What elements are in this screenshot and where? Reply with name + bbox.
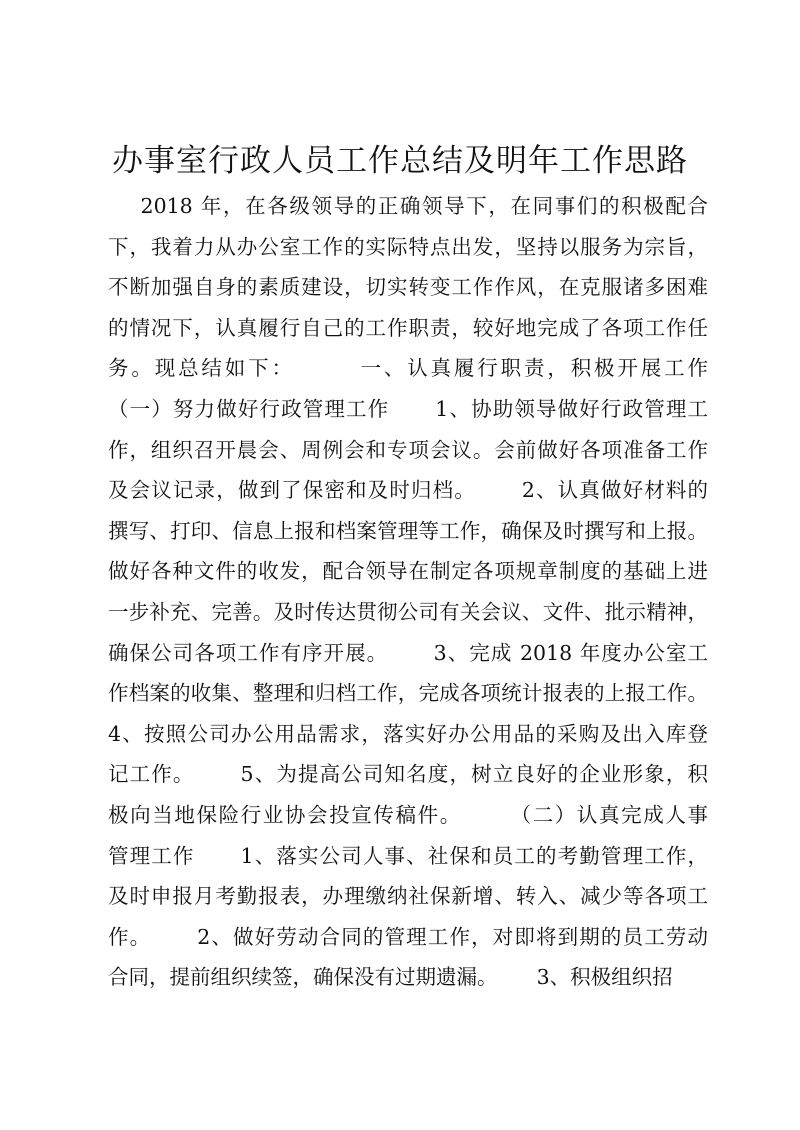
body-line: 一步补充、完善。及时传达贯彻公司有关会议、文件、批示精神， xyxy=(108,599,708,624)
body-line: 记工作。 5、为提高公司知名度，树立良好的企业形象，积 xyxy=(108,762,708,787)
document-body xyxy=(108,186,708,998)
body-line: 及会议记录，做到了保密和及时归档。 2、认真做好材料的 xyxy=(108,478,708,503)
body-line: 撰写、打印、信息上报和档案管理等工作，确保及时撰写和上报。 xyxy=(108,518,708,543)
body-line: 作档案的收集、整理和归档工作，完成各项统计报表的上报工作。 xyxy=(108,681,708,706)
body-line: 作，组织召开晨会、周例会和专项会议。会前做好各项准备工作 xyxy=(108,437,708,462)
body-line: 做好各种文件的收发，配合领导在制定各项规章制度的基础上进 xyxy=(108,559,708,584)
document-title: 办事室行政人员工作总结及明年工作思路 xyxy=(112,143,688,179)
body-line: 及时申报月考勤报表，办理缴纳社保新增、转入、减少等各项工 xyxy=(108,884,708,909)
body-line: 下，我着力从办公室工作的实际特点出发，坚持以服务为宗旨， xyxy=(108,234,708,259)
body-line: 确保公司各项工作有序开展。 3、完成 2018 年度办公室工 xyxy=(108,640,708,665)
body-line: 4、按照公司办公用品需求，落实好办公用品的采购及出入库登 xyxy=(108,721,708,746)
body-line: （一）努力做好行政管理工作 1、协助领导做好行政管理工 xyxy=(108,396,708,421)
body-line: 2018 年，在各级领导的正确领导下，在同事们的积极配合 xyxy=(108,194,708,218)
body-line: 管理工作 1、落实公司人事、社保和员工的考勤管理工作， xyxy=(108,843,708,868)
body-line: 的情况下，认真履行自己的工作职责，较好地完成了各项工作任 xyxy=(108,315,708,340)
body-line: 合同，提前组织续签，确保没有过期遗漏。 3、积极组织招 xyxy=(108,965,673,990)
body-line: 务。现总结如下： 一、认真履行职责，积极开展工作 xyxy=(108,356,708,381)
body-line: 极向当地保险行业协会投宣传稿件。 （二）认真完成人事 xyxy=(108,802,708,827)
body-line: 不断加强自身的素质建设，切实转变工作作风，在克服诸多困难 xyxy=(108,275,708,300)
body-line: 作。 2、做好劳动合同的管理工作，对即将到期的员工劳动 xyxy=(108,924,708,949)
